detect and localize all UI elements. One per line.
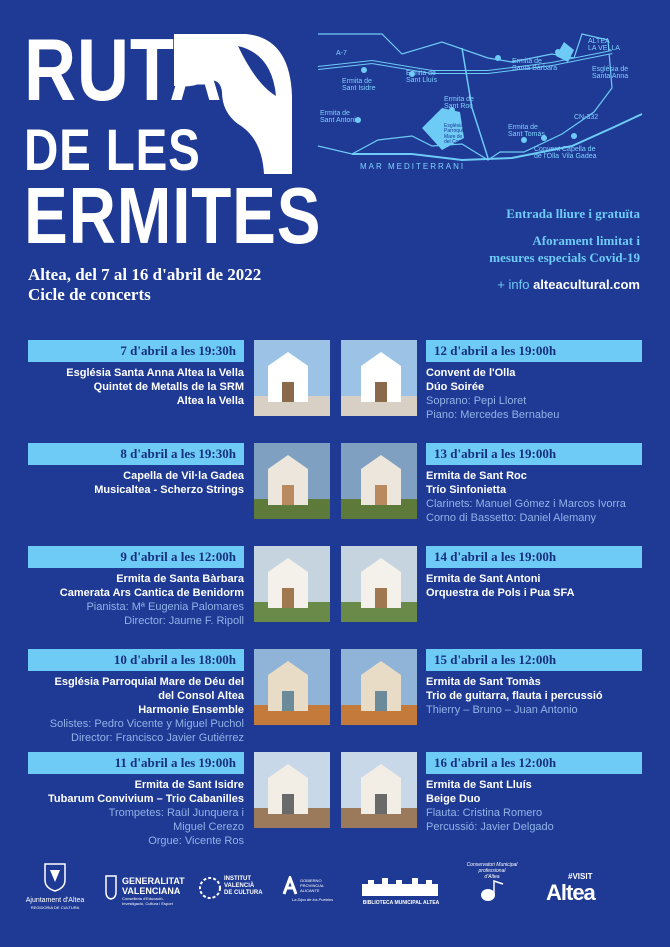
- concert-left-5-details: [14, 778, 244, 848]
- concert-left-2-photo: [254, 443, 330, 519]
- logo-gva-line1: GENERALITAT: [122, 876, 185, 886]
- info-web: [489, 276, 640, 293]
- dates-line-2: Cicle de concerts: [28, 285, 151, 304]
- concert-right-3-photo-image: [341, 546, 417, 622]
- concert-row: [0, 752, 670, 847]
- logo-ajuntament-name: Ajuntament d'Altea: [25, 897, 85, 904]
- concert-right-3-venue: Ermita de Sant Antoni: [426, 573, 541, 585]
- concert-right-4-photo-image: [341, 649, 417, 725]
- concert-row: [0, 546, 670, 626]
- concert-left-2-date: 8 d'abril a les 19:30h: [28, 443, 244, 465]
- concert-left-5-venue: Ermita de Sant Isidre: [134, 779, 244, 791]
- concert-right-4-ensemble: Trio de guitarra, flauta i percussió: [426, 690, 603, 702]
- concert-right-4-venue: Ermita de Sant Tomàs: [426, 676, 541, 688]
- concert-right-2-ensemble: Trío Sinfonietta: [426, 484, 507, 496]
- logo-visit-brand: Altea: [546, 880, 595, 905]
- concert-right-4-photo: [341, 649, 417, 725]
- logo-conservatori: [454, 862, 530, 922]
- concert-right-2-photo-image: [341, 443, 417, 519]
- sponsor-logos: [0, 862, 670, 922]
- concert-right-5-performer: Flauta: Cristina Romero: [426, 807, 543, 819]
- logo-diputacio: [282, 862, 342, 922]
- concert-left-5-performer: Orgue: Vicente Ros: [148, 835, 244, 847]
- concert-left-4-ensemble: Harmonie Ensemble: [138, 704, 244, 716]
- concert-left-5-photo-image: [254, 752, 330, 828]
- concert-left-4-photo: [254, 649, 330, 725]
- concert-left-5-performer: Miguel Cerezo: [173, 821, 244, 833]
- concert-right-5-photo-image: [341, 752, 417, 828]
- title-line-3: ERMITES: [24, 171, 322, 260]
- logo-generalitat-text: [122, 876, 185, 906]
- concert-right-1-details: [426, 366, 662, 422]
- concert-left-5-photo: [254, 752, 330, 828]
- map-label-sant-antoni: Ermita de Sant Antoni: [320, 110, 356, 125]
- concert-right-3-ensemble: Orquestra de Pols i Pua SFA: [426, 587, 575, 599]
- logo-ajuntament: [20, 862, 90, 922]
- concert-left-1-venue: Església Santa Anna Altea la Vella: [66, 367, 244, 379]
- concert-left-2-ensemble: Musicaltea - Scherzo Strings: [94, 484, 244, 496]
- coat-of-arms-icon: [43, 862, 67, 892]
- map-label-vila-gadea: Capella de Vila Gadea: [562, 146, 597, 161]
- concert-left-2-details: [14, 469, 244, 497]
- logo-biblioteca: [360, 862, 442, 922]
- event-dates: [28, 265, 261, 305]
- concert-left-5-performer: Trompetes: Raül Junquera i: [108, 807, 244, 819]
- logo-ajuntament-sub: REGIDORIA DE CULTURA: [30, 905, 80, 910]
- concert-left-1-details: [14, 366, 244, 408]
- map-sea-label: MAR MEDITERRANI: [360, 162, 466, 171]
- concert-left-3-performer: Director: Jaume F. Ripoll: [124, 615, 244, 627]
- concert-left-5-date: 11 d'abril a les 19:00h: [28, 752, 244, 774]
- map-label-parroquial: Església Parroquial Mare de Déu del Consol: [444, 123, 473, 145]
- concert-right-4-date: 15 d'abril a les 12:00h: [426, 649, 642, 671]
- concert-left-4-performer: Solistes: Pedro Vicente y Miguel Puchol: [49, 718, 244, 730]
- map-altea-la-vella: ALTEA LA VELLA: [588, 38, 620, 53]
- info-box: [489, 205, 640, 293]
- ivc-circle-icon: [198, 876, 222, 900]
- map-label-santa-barbara: Ermita de Santa Bàrbara: [512, 58, 558, 73]
- logo-diputacio-text: GOBIERNO PROVINCIAL ALICANTE: [300, 878, 325, 893]
- map-label-sant-tomas: Ermita de Sant Tomàs: [508, 124, 545, 139]
- concert-right-2-venue: Ermita de Sant Roc: [426, 470, 527, 482]
- free-entry: Entrada lliure i gratuïta: [506, 206, 640, 221]
- limited-line-1: Aforament limitat i: [532, 233, 640, 248]
- concert-left-3-performer: Pianista: Mª Eugenia Palomares: [86, 601, 244, 613]
- concert-left-3-photo-image: [254, 546, 330, 622]
- concert-left-3-details: [14, 572, 244, 628]
- logo-diputacio-sub: La Dipu de los Pueblos: [292, 897, 334, 902]
- concert-right-3-date: 14 d'abril a les 19:00h: [426, 546, 642, 568]
- concert-right-5-details: [426, 778, 662, 834]
- map-label-santa-anna: Església de Santa Anna: [592, 66, 629, 81]
- concert-right-3-details: [426, 572, 662, 600]
- concert-right-1-date: 12 d'abril a les 19:00h: [426, 340, 642, 362]
- logo-biblioteca-text: BIBLIOTECA MUNICIPAL ALTEA: [362, 900, 440, 906]
- logo-visit-tag: #VISIT: [568, 872, 593, 881]
- concert-right-5-performer: Percussió: Javier Delgado: [426, 821, 554, 833]
- info-web-link[interactable]: alteacultural.com: [533, 277, 640, 292]
- title-line-1: RUTA: [24, 20, 223, 119]
- concert-right-4-performer: Thierry – Bruno – Juan Antonio: [426, 704, 578, 716]
- concert-left-3-date: 9 d'abril a les 12:00h: [28, 546, 244, 568]
- concert-left-1-photo: [254, 340, 330, 416]
- concert-left-1-date: 7 d'abril a les 19:30h: [28, 340, 244, 362]
- concert-right-1-photo: [341, 340, 417, 416]
- map-road-cn332: CN-332: [574, 114, 599, 121]
- concert-left-4-details: [14, 675, 244, 745]
- route-map: [312, 28, 652, 188]
- logo-conservatori-text: Conservatori Municipal professional d'Altea: [466, 862, 518, 880]
- limited-line-2: mesures especials Covid-19: [489, 250, 640, 265]
- logo-generalitat: [104, 862, 188, 922]
- concert-right-1-venue: Convent de l'Olla: [426, 367, 516, 379]
- concert-right-4-details: [426, 675, 662, 717]
- concert-right-5-photo: [341, 752, 417, 828]
- concert-right-5-date: 16 d'abril a les 12:00h: [426, 752, 642, 774]
- concert-right-3-photo: [341, 546, 417, 622]
- concert-left-1-photo-image: [254, 340, 330, 416]
- concert-left-3-venue: Ermita de Santa Bàrbara: [116, 573, 244, 585]
- map-road-a7: A-7: [336, 50, 347, 57]
- concert-row: [0, 649, 670, 744]
- concert-left-4-date: 10 d'abril a les 18:00h: [28, 649, 244, 671]
- concert-right-2-performer: Corno di Bassetto: Daniel Alemany: [426, 512, 596, 524]
- logo-visit-altea: [546, 862, 632, 922]
- concert-left-5-ensemble: Tubarum Convivium – Trio Cabanilles: [47, 793, 244, 805]
- diputacio-a-icon: [282, 876, 298, 896]
- concert-right-1-performer: Soprano: Pepi Lloret: [426, 395, 527, 407]
- concert-right-1-performer: Piano: Mercedes Bernabeu: [426, 409, 560, 421]
- logo-ivc: [198, 862, 274, 922]
- title-line-2: DE LES: [24, 118, 201, 183]
- map-label-sant-isidre: Ermita de Sant Isidre: [342, 78, 376, 93]
- concert-right-2-photo: [341, 443, 417, 519]
- concert-left-3-ensemble: Camerata Ars Cantica de Benidorm: [59, 587, 244, 599]
- concert-right-2-details: [426, 469, 662, 525]
- concert-row: [0, 340, 670, 420]
- map-label-sant-roc: Ermita de Sant Roc: [444, 96, 474, 111]
- concert-left-2-photo-image: [254, 443, 330, 519]
- event-title: [24, 20, 322, 260]
- concert-right-1-photo-image: [341, 340, 417, 416]
- concert-right-1-ensemble: Dúo Soirée: [426, 381, 485, 393]
- dates-line-1: Altea, del 7 al 16 d'abril de 2022: [28, 265, 262, 284]
- concert-left-1-ensemble: Quintet de Metalls de la SRM Altea la Vella: [93, 381, 244, 407]
- concert-left-4-venue: Església Parroquial Mare de Déu del del Consol Altea: [54, 676, 244, 702]
- logo-gva-line2: VALENCIANA: [122, 886, 181, 896]
- concert-right-2-performer: Clarinets: Manuel Gómez i Marcos Ivorra: [426, 498, 626, 510]
- info-web-prefix: + info: [497, 277, 530, 292]
- concert-left-4-performer: Director: Francisco Javier Gutiérrez: [71, 732, 244, 744]
- map-label-convent-olla: Convent de l'Olla: [534, 146, 561, 161]
- concert-left-3-photo: [254, 546, 330, 622]
- concert-right-5-venue: Ermita de Sant Lluís: [426, 779, 532, 791]
- library-skyline-icon: [360, 876, 440, 898]
- map-label-sant-lluis: Ermita de Sant Lluís: [406, 70, 438, 85]
- concert-row: [0, 443, 670, 523]
- logo-gva-sub: Conselleria d'Educació, Investigació, Cultura i Esport: [122, 896, 173, 906]
- concert-right-5-ensemble: Beige Duo: [426, 793, 481, 805]
- logo-ivc-text: INSTITUT VALENCIÀ DE CULTURA: [224, 876, 263, 896]
- generalitat-emblem-icon: [104, 874, 118, 900]
- concert-left-4-photo-image: [254, 649, 330, 725]
- concert-left-2-venue: Capella de Vil·la Gadea: [123, 470, 244, 482]
- concert-right-2-date: 13 d'abril a les 19:00h: [426, 443, 642, 465]
- music-note-icon: [479, 880, 505, 902]
